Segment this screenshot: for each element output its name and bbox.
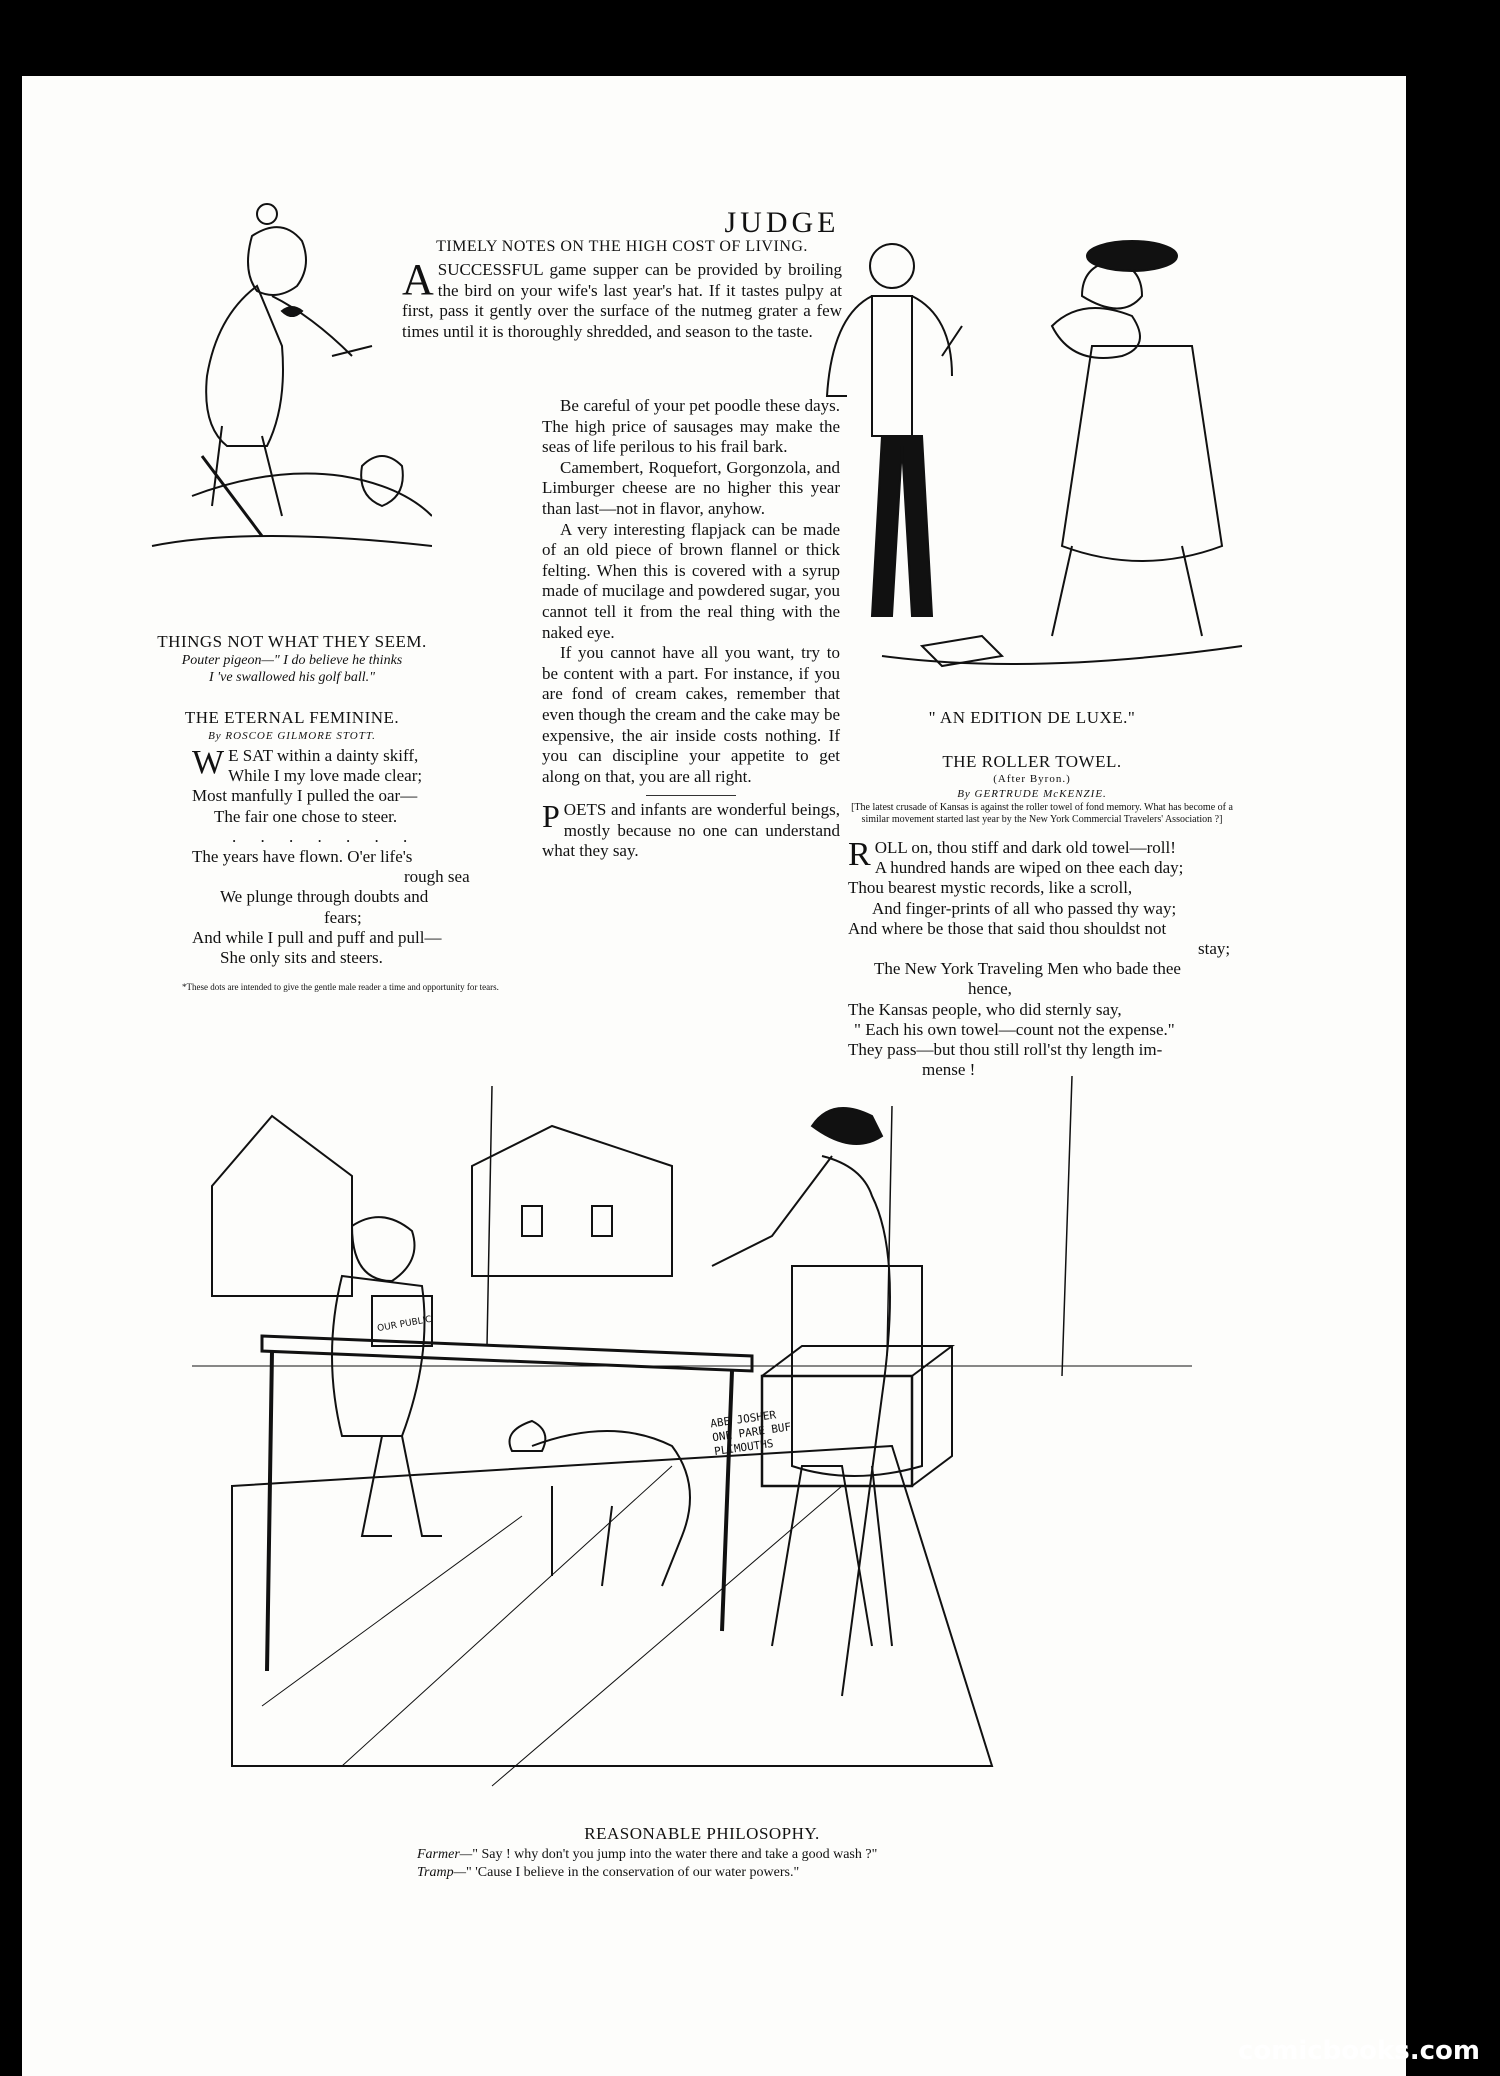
timely-para: Camembert, Roquefort, Gorgonzola, and Limburger cheese are no higher this year than last—not in flavor, anyhow. xyxy=(542,457,840,518)
poem-line: We plunge through doubts and xyxy=(220,887,429,907)
timely-para: If you cannot have all you want, try to be content with a part. For instance, if you are fond of cream cakes, remember that even though the cream and the cake may be expensive, the air inside costs nothing. If you can discipline your appetite to get along on that, you are all right. xyxy=(542,643,840,786)
poem-line: fears; xyxy=(324,907,362,927)
book-label: OUR PUBLIC xyxy=(376,1314,433,1335)
towel-dropcap: R xyxy=(848,836,871,873)
poem-line: stay; xyxy=(1198,939,1231,959)
poem-line: Most manfully I pulled the oar— xyxy=(192,786,418,806)
edition-caption: " AN EDITION DE LUXE." xyxy=(928,708,1136,727)
poem-line: mense ! xyxy=(922,1060,976,1080)
edition-de-luxe-illustration xyxy=(822,186,1262,696)
feminine-byline: By ROSCOE GILMORE STOTT. xyxy=(208,730,376,742)
tramp-text: " 'Cause I believe in the conservation of our water powers." xyxy=(466,1865,800,1880)
reasonable-caption: REASONABLE PHILOSOPHY. xyxy=(584,1824,820,1843)
poem-line: She only sits and steers. xyxy=(220,948,383,968)
timely-title: TIMELY NOTES ON THE HIGH COST OF LIVING. xyxy=(436,238,808,255)
timely-para: A very interesting flapjack can be made of an old piece of brown flannel or thick felting. When this is covered with a syrup made of mucilage and powdered sugar, you cannot tell it from the real thing with the naked eye. xyxy=(542,519,840,642)
poets-dropcap: P xyxy=(542,798,560,835)
pouter-pigeon-illustration xyxy=(132,196,432,616)
timely-dropcap: A xyxy=(402,255,434,304)
feminine-title: THE ETERNAL FEMININE. xyxy=(184,708,400,727)
crate-label: ABE JOSHER ONE PARE BUF PLIMOUTHS xyxy=(709,1408,792,1459)
poem-line: The fair one chose to steer. xyxy=(214,806,398,826)
poem-line: They pass—but thou still roll'st thy length im- xyxy=(848,1040,1163,1060)
poem-line: rough sea xyxy=(404,867,470,887)
reasonable-philosophy-illustration xyxy=(192,1066,1192,1826)
poem-line: " Each his own towel—count not the expense." xyxy=(854,1019,1175,1039)
towel-poem xyxy=(848,838,1258,1080)
poets-text: OETS and infants are wonderful beings, mostly because no one can understand what they say. xyxy=(542,800,840,861)
tramp-line xyxy=(417,1864,1117,1881)
poets-para xyxy=(542,800,840,862)
towel-note: [The latest crusade of Kansas is against the roller towel of fond memory. What has become of a similar movement started last year by the New York Commercial Travelers' Association ?] xyxy=(851,802,1233,825)
timely-para: Be careful of your pet poodle these days. The high price of sausages may make the seas of life perilous to his frail bark. xyxy=(542,396,840,457)
divider xyxy=(646,795,736,796)
timely-intro xyxy=(402,255,842,342)
magazine-page xyxy=(22,76,1406,2076)
feminine-footnote: *These dots are intended to give the gentle male reader a time and opportunity for tears. xyxy=(182,982,499,992)
tramp-label: Tramp— xyxy=(417,1865,467,1880)
poem-line: hence, xyxy=(968,979,1012,999)
poem-line: OLL on, thou stiff and dark old towel—roll! xyxy=(874,838,1176,857)
farmer-text: " Say ! why don't you jump into the water there and take a good wash ?" xyxy=(472,1847,878,1862)
things-not-line-1: Pouter pigeon—" I do believe he thinks xyxy=(181,653,403,668)
things-not-caption: THINGS NOT WHAT THEY SEEM. xyxy=(157,632,427,651)
poem-line: Thou bearest mystic records, like a scroll, xyxy=(848,878,1133,898)
farmer-label: Farmer— xyxy=(417,1847,473,1862)
timely-para-1: SUCCESSFUL game supper can be provided by broiling the bird on your wife's last year's hat. If it tastes pulpy at first, pass it gently over the surface of the nutmeg grater a few times until it is thoroughly shredded, and season to the taste. xyxy=(402,260,842,341)
watermark: comicbooks.com xyxy=(1237,2036,1480,2066)
poem-line: . . . . . . . xyxy=(232,826,418,846)
poem-line: The Kansas people, who did sternly say, xyxy=(848,999,1122,1019)
poem-line: And finger-prints of all who passed thy way; xyxy=(872,898,1177,918)
things-not-line-2: I 've swallowed his golf ball." xyxy=(209,670,375,685)
farmer-line xyxy=(417,1846,1117,1863)
poem-line: E SAT within a dainty skiff, xyxy=(228,746,419,765)
timely-column xyxy=(542,396,840,862)
towel-title: THE ROLLER TOWEL. xyxy=(942,752,1122,771)
feminine-poem xyxy=(192,746,502,968)
poem-line: And while I pull and puff and pull— xyxy=(192,927,442,947)
poem-line: The New York Traveling Men who bade thee xyxy=(874,959,1181,979)
feminine-dropcap: W xyxy=(192,744,225,781)
towel-after: (After Byron.) xyxy=(993,773,1071,785)
poem-line: While I my love made clear; xyxy=(228,766,423,786)
towel-byline: By GERTRUDE McKENZIE. xyxy=(957,788,1107,800)
masthead: JUDGE xyxy=(724,206,840,239)
poem-line: A hundred hands are wiped on thee each day; xyxy=(874,858,1184,878)
poem-line: And where be those that said thou shouldst not xyxy=(848,918,1167,938)
poem-line: The years have flown. O'er life's xyxy=(192,847,413,867)
